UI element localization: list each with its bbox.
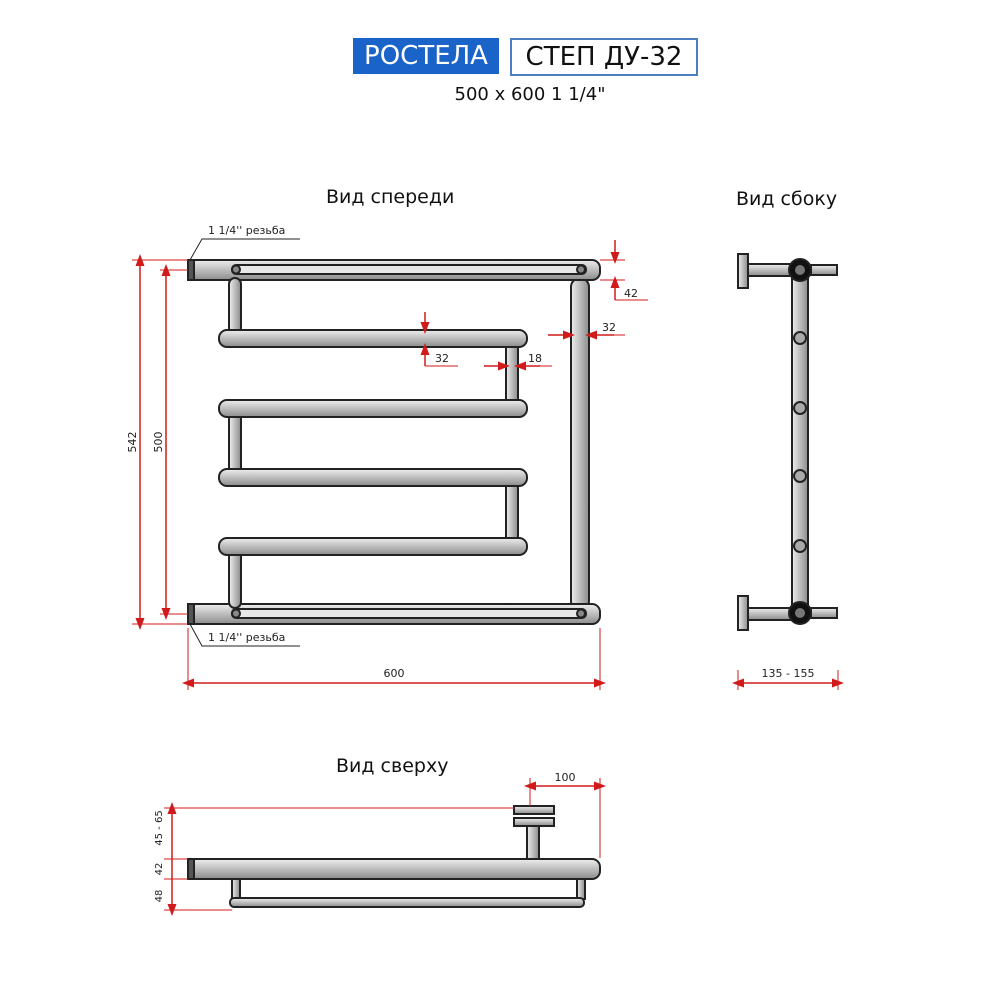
- side-view-title: Вид сбоку: [736, 188, 838, 210]
- side-bracket-top: [748, 264, 792, 276]
- dim-top-48: 48: [154, 889, 165, 903]
- top-wall-plate: [514, 806, 554, 814]
- bottom-rail-inner: [232, 609, 586, 618]
- top-rail-joint-right: [577, 266, 585, 274]
- front-view: [188, 260, 600, 624]
- thread-bottom-label: 1 1/4'' резьба: [208, 631, 286, 644]
- dim-top-bracket: 100: [554, 771, 576, 784]
- bottom-rail-joint-right: [577, 610, 585, 618]
- top-view: [188, 806, 600, 907]
- side-bracket-bottom: [748, 608, 792, 620]
- dim-side-depth: 135 - 155: [761, 667, 815, 680]
- dim-rung-pipe: 32: [435, 352, 449, 365]
- thread-bottom-end: [188, 604, 194, 624]
- rung-2: [219, 400, 527, 417]
- dim-offset-top: 42: [624, 287, 638, 300]
- connector-left-2: [229, 410, 241, 474]
- side-outlet-top: [811, 265, 837, 275]
- connector-left-3: [229, 548, 241, 608]
- rung-4: [219, 538, 527, 555]
- connector-left-1: [229, 278, 241, 334]
- connector-right-1: [506, 342, 518, 406]
- side-node-4: [794, 540, 806, 552]
- dim-top-offset: 45 - 65: [154, 810, 165, 846]
- side-annotations: [738, 667, 838, 690]
- dim-rung-dia: 18: [528, 352, 542, 365]
- dim-vertical-pipe: 32: [602, 321, 616, 334]
- side-node-1: [794, 332, 806, 344]
- top-rung-post-left: [232, 879, 240, 899]
- side-node-2: [794, 402, 806, 414]
- size-label: 500 x 600 1 1/4": [454, 84, 606, 105]
- bottom-rail-joint-left: [232, 610, 240, 618]
- top-rail-inner: [232, 265, 586, 274]
- vertical-pipe-right: [571, 278, 589, 610]
- side-tube: [792, 270, 808, 614]
- top-wall-plate-2: [514, 818, 554, 826]
- dim-height-axis: 500: [152, 431, 165, 453]
- dim-width: 600: [383, 667, 405, 680]
- top-rail-joint-left: [232, 266, 240, 274]
- rung-3: [219, 469, 527, 486]
- rung-1: [219, 330, 527, 347]
- top-rung-post-right: [577, 879, 585, 899]
- top-view-title: Вид сверху: [336, 755, 449, 777]
- top-rung: [230, 898, 584, 907]
- thread-top-end: [188, 260, 194, 280]
- side-outlet-bottom: [811, 608, 837, 618]
- side-wall-plate-bottom: [738, 596, 748, 630]
- top-bracket-stem: [527, 826, 539, 860]
- thread-top-label: 1 1/4'' резьба: [208, 224, 286, 237]
- dim-top-42: 42: [154, 862, 165, 876]
- side-node-3: [794, 470, 806, 482]
- connector-right-2: [506, 480, 518, 546]
- dim-height-total: 542: [126, 431, 139, 453]
- side-wall-plate-top: [738, 254, 748, 288]
- front-view-title: Вид спереди: [326, 186, 455, 208]
- top-collector-pipe: [188, 859, 600, 879]
- side-view: [738, 254, 837, 630]
- model-label: СТЕП ДУ-32: [510, 38, 698, 76]
- brand-label: РОСТЕЛА: [353, 38, 499, 74]
